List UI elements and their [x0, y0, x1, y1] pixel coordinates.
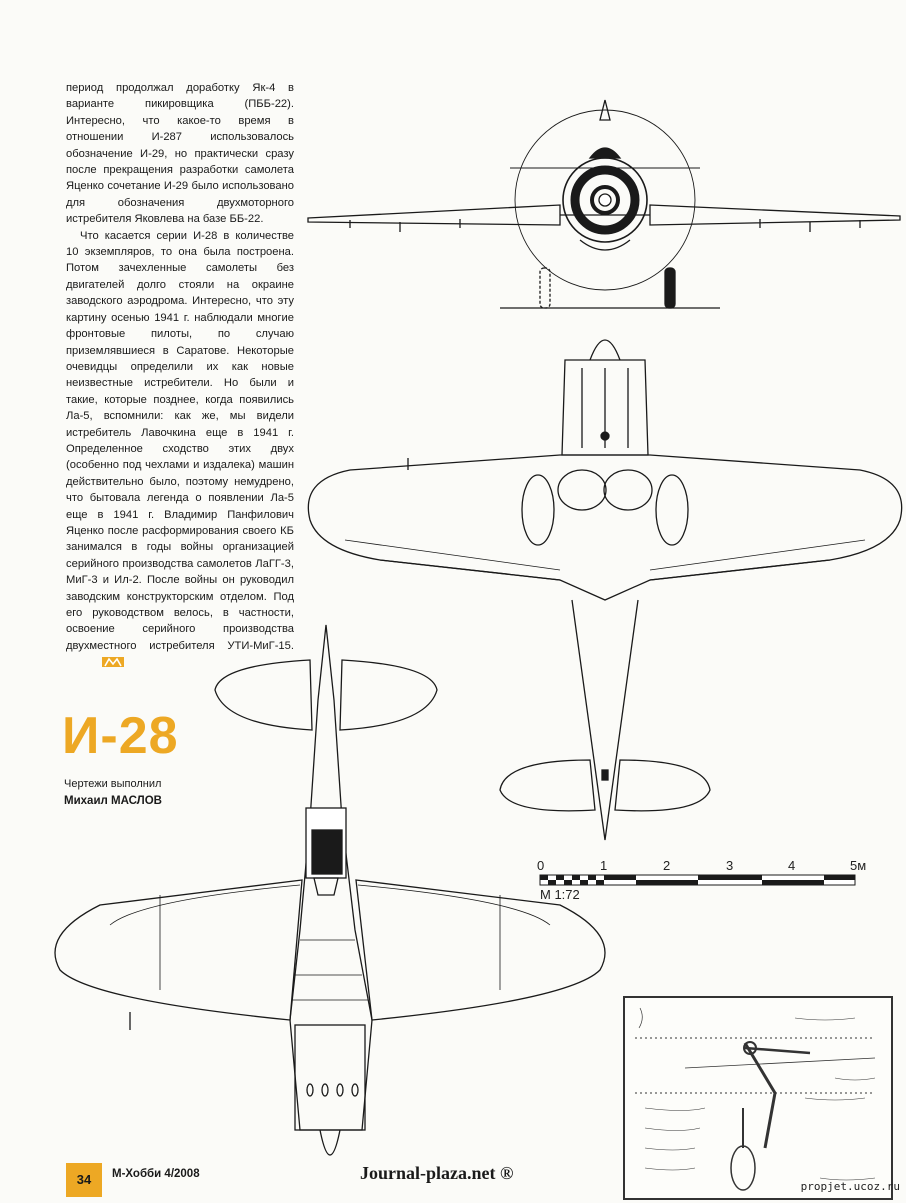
scale-tick-2: 2: [663, 858, 671, 873]
article-paragraph-2-text: Что касается серии И-28 в количестве 10 экземпляров, то она была построена. Потом зачехленные самолеты без двигателей долго стояли на окраине заводского аэродрома. Интересно, что эту картину осенью 1941 г. наблюдали многие фронтовые пилоты, по случаю приземлявшиеся в Саратове. Некоторые очевидцы определили их как новые неизвестные истребители. Но были и такие, которые позднее, когда появились Ла-5, вспомнили: как же, мы видели истребитель Лавочкина еще в 1941 г. Определенное сходство этих двух (особенно под чехлами и издалека) машин действительно было, поэтому немудрено, что бытовала легенда о появлении Ла-5 еще в 1941 г. Владимир Панфилович Яценко после расформирования своего КБ занимался в годы войны организацией серийного производства самолетов ЛаГГ-3, МиГ-3 и Ил-2. После войны он руководил заводским конструкторским отделом. Под его руководством велось, в частности, освоение серийного производства двухместного истребителя УТИ-МиГ-15.: [66, 229, 294, 652]
scale-tick-5: 5м: [850, 858, 867, 873]
front-view-drawing: [308, 100, 900, 308]
scale-tick-0: 0: [537, 858, 545, 873]
article-paragraph-1: период продолжал доработку Як-4 в варианте пикировщика (ПББ-22). Интересно, что какое-то время в отношении И-287 использовалось обозначение И-29, но практически сразу после прекращения разработки самолета Яценко сочетание И-29 было использовано для обозначения двухмоторного истребителя Яковлева на базе ББ-22.: [66, 82, 294, 226]
scale-tick-3: 3: [726, 858, 734, 873]
gear-sketch-image: [623, 996, 893, 1200]
site-credit: Journal-plaza.net ®: [360, 1163, 514, 1183]
credit-label: Чертежи выполнил: [64, 778, 162, 790]
article-title: И-28: [62, 707, 179, 765]
bottom-view-drawing: [308, 340, 901, 840]
scale-bar: [537, 858, 866, 902]
credit-name: Михаил МАСЛОВ: [64, 795, 162, 807]
watermark: propjet.ucoz.ru: [800, 1180, 900, 1193]
scale-tick-4: 4: [788, 858, 796, 873]
scale-ratio: М 1:72: [540, 887, 580, 902]
magazine-issue: М-Хобби 4/2008: [112, 1168, 200, 1180]
page-number: 34: [66, 1163, 102, 1197]
gear-sketch-drawing: [625, 998, 891, 1198]
top-view-drawing: [55, 625, 608, 1155]
scale-tick-1: 1: [600, 858, 608, 873]
